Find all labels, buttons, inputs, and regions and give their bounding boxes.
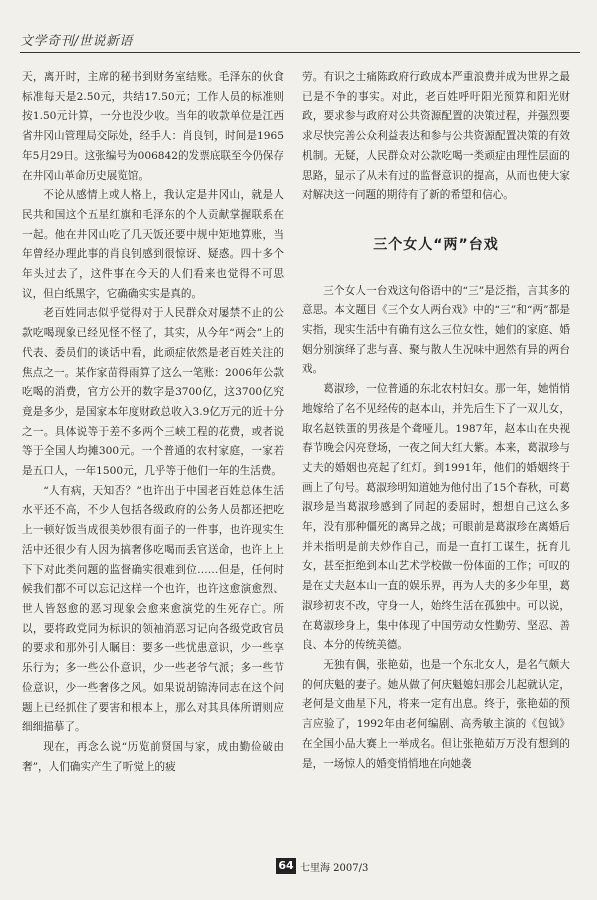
paragraph: 现在，再念么说“历览前贤国与家，成由勤俭破由奢”，人们确实产生了听觉上的疲 [22, 740, 284, 773]
paragraph: “人有病，天知否？”也许出于中国老百姓总体生活水平还不高，不少人包括各级政府的公务人员都还把吃上一顿好饭当成很美妙很有面子的一件事，也许现实生活中还很少有人因为搞奢侈吃喝而丢官送命，也许上上下下对此类问题的监督确实很难到位……但是，任何时候我们都不可以忘记这样一个也许，也许这愈演愈烈、世人皆怒愈的恶习现象会愈来愈演党的生死存亡。所以，要将政党同为标识的领袖消恶习记向各级党政官员的要求和那外引人瞩目：要多一些忧患意识，少一些享乐行为；多一些公仆意识，少一些老爷气派；多一些节俭意识，少一些奢侈之风。如果说胡锦涛同志在这个问题上已经抓住了要害和根本上，那么对其具体所谓则应细细描摹了。 [22, 484, 284, 734]
page-number: 64 [276, 858, 296, 874]
header-rule [20, 52, 580, 53]
paragraph: 三个女人一台戏这句俗语中的“三”是泛指，言其多的意思。本文题目《三个女人两台戏》中的“三”和“两”都是实指，现实生活中有确有这么三位女性，她们的家庭、婚姻分别演绎了悲与喜、聚与散人生况味中迥然有异的两台戏。 [302, 284, 570, 376]
paragraph: 天，离开时，主席的秘书到财务室结账。毛泽东的伙食标准每天是2.50元，共结17.50元；工作人员的标准则按1.50元计算，一分也没少收。当年的收款单位是江西省井冈山管理局交际处，经手人：肖良钊，时间是1965年5月29日。这张编号为006842的发票底联至今仍保存在井冈山革命历史展览馆。 [22, 71, 284, 182]
paragraph: 无独有偶，张艳茹，也是一个东北女人，是名气颇大的何庆魁的妻子。她从做了何庆魁媳妇那会儿起就认定，老何是文曲星下凡，将来一定有出息。终于，张艳茹的预言应验了，1992年由老何编剧、高秀敏主演的《包钺》在全国小品大赛上一举成名。但让张艳茹万万没有想到的是，一场惊人的婚变悄悄地在向她袭 [302, 658, 570, 770]
running-header-title: 文学奇刊/世说新语 [20, 34, 133, 49]
left-column [22, 68, 284, 777]
section-title: 三个女人“两”台戏 [373, 236, 499, 253]
paragraph: 不论从感情上或人格上，我认定是井冈山，就是人民共和国这个五星红旗和毛泽东的个人贡献掌握联系在一起。他在井冈山吃了几天饭还要中规中矩地算账，当年曾经办理此事的肖良钊感到很惊讶、疑惑。四十多个年头过去了，这件事在今天的人们看来也觉得不可思议，但白纸黑字，它确确实实是真的。 [22, 189, 284, 300]
paragraph: 劳。有识之士痛陈政府行政成本严重浪费并成为世界之最已是不争的事实。对此，老百姓呼吁阳光预算和阳光财政，要求参与政府对公共资源配置的决策过程，并强烈要求尽快完善公众利益表达和参与公共资源配置决策的有效机制。无疑，人民群众对公款吃喝一类顽症由理性层面的思路，显示了从未有过的监督意识的提高，从而也使大家对解决这一问题的期待有了新的希望和信心。 [302, 71, 570, 202]
running-header [20, 30, 580, 52]
paragraph: 老百姓同志似乎觉得对于人民群众对屡禁不止的公款吃喝现象已经见怪不怪了，其实，从今年“两会”上的代表、委员们的谈话中看，此顽症依然是老百姓关注的焦点之一。某作家苗得雨算了这么一笔账：2006年公款吃喝的消费，官方公开的数字是3700亿，这3700亿究竟是多少，是国家本年度财政总收入3.9亿万元的近十分之一。具体说等于差不多两个三峡工程的花费，或者说等于全国人均摊300元。一个普通的农村家庭，一家若是五口人，一年1500元，几乎等于他们一年的生活费。 [22, 307, 284, 478]
paragraph: 葛淑珍，一位普通的东北农村妇女。那一年，她悄悄地嫁给了名不见经传的赵本山，并先后生下了一双儿女，取名赵铁蛋的男孩是个聋哑儿。1987年，赵本山在央视春节晚会闪亮登场，一夜之间大红大紫。本来，葛淑珍与丈夫的婚姻也亮起了红灯。到1991年，他们的婚姻终于画上了句号。葛淑珍明知道她为他付出了15个春秋，可葛淑珍是当葛淑珍感到了同起的委屈时，想想自己这么多年，没有那种僵死的离异之战；可眼前是葛淑珍在离婚后并未指明是前夫炒作自己，而是一直打工谋生，抚育儿女，甚至拒绝到本山艺术学校做一份体面的工作；可叹的是在丈夫赵本山一直的娱乐界，再为人夫的多少年里，葛淑珍初衷不改，守身一人，始终生活在孤独中。可以说，在葛淑珍身上，集中体现了中国劳动女性勤劳、坚忍、善良、本分的传统美德。 [302, 383, 570, 652]
publication-issue: 七里海 2007/3 [300, 863, 369, 874]
page-footer [0, 858, 597, 878]
right-column [302, 68, 570, 774]
